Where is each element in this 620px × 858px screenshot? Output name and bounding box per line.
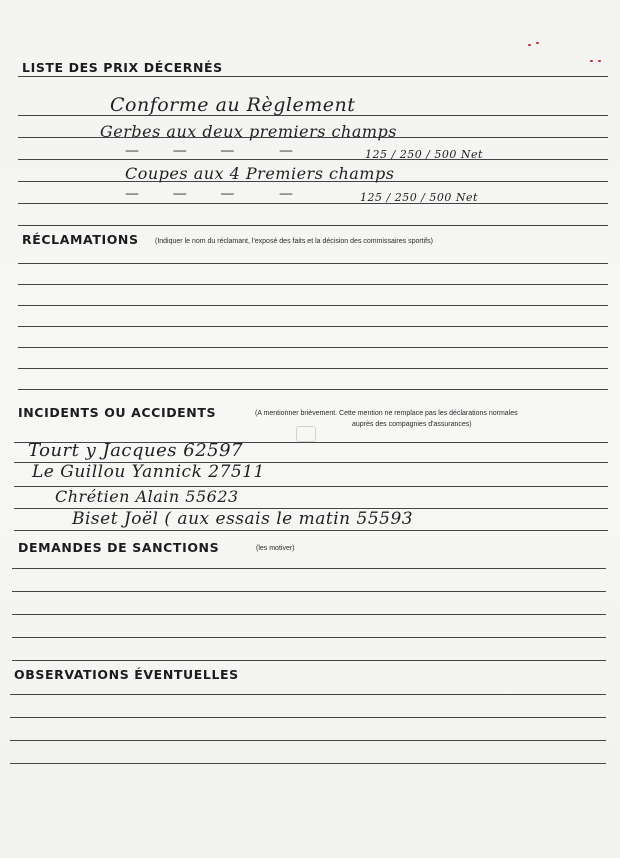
rule	[12, 591, 606, 592]
scan-speck	[528, 44, 531, 46]
rule	[18, 76, 608, 77]
handwritten-prize-line: Conforme au Règlement	[110, 94, 356, 116]
rule	[18, 263, 608, 264]
ditto-marks: — — — —	[125, 186, 295, 202]
handwritten-prize-amounts: 125 / 250 / 500 Net	[365, 148, 483, 161]
rule	[18, 159, 608, 160]
handwritten-incident-line: Le Guillou Yannick 27511	[32, 462, 265, 482]
faint-stamp	[296, 426, 316, 442]
incidents-note-line2: auprès des compagnies d'assurances)	[352, 421, 472, 428]
rule	[12, 568, 606, 569]
rule	[12, 660, 606, 661]
claims-heading: RÉCLAMATIONS	[22, 232, 139, 247]
rule	[18, 389, 608, 390]
handwritten-prize-line: Coupes aux 4 Premiers champs	[125, 164, 395, 183]
rule	[18, 347, 608, 348]
prizes-heading: LISTE DES PRIX DÉCERNÉS	[22, 60, 223, 75]
rule	[18, 284, 608, 285]
handwritten-incident-line: Chrétien Alain 55623	[55, 487, 239, 506]
incidents-heading: INCIDENTS OU ACCIDENTS	[18, 405, 217, 420]
rule	[14, 530, 608, 531]
handwritten-incident-line: Biset Joël ( aux essais le matin 55593	[72, 509, 414, 529]
rule	[18, 326, 608, 327]
sanctions-heading: DEMANDES DE SANCTIONS	[18, 540, 220, 555]
handwritten-prize-line: Gerbes aux deux premiers champs	[100, 122, 397, 141]
rule	[12, 637, 606, 638]
rule	[12, 614, 606, 615]
claims-note: (Indiquer le nom du réclamant, l'exposé des faits et la décision des commissaires sportifs)	[155, 238, 433, 245]
rule	[18, 305, 608, 306]
rule	[18, 203, 608, 204]
incidents-note-line1: (A mentionner brièvement. Cette mention ne remplace pas les déclarations normales	[255, 410, 518, 417]
rule	[18, 225, 608, 226]
rule	[10, 763, 606, 764]
sanctions-note: (les motiver)	[256, 545, 295, 552]
observations-heading: OBSERVATIONS ÉVENTUELLES	[14, 667, 239, 682]
scan-speck	[590, 60, 593, 62]
rule	[10, 740, 606, 741]
scan-speck	[536, 42, 539, 44]
rule	[18, 368, 608, 369]
rule	[10, 694, 606, 695]
scan-speck	[598, 60, 601, 62]
handwritten-incident-line: Tourt y Jacques 62597	[28, 440, 244, 461]
handwritten-prize-amounts: 125 / 250 / 500 Net	[360, 191, 478, 204]
rule	[10, 717, 606, 718]
ditto-marks: — — — —	[125, 143, 295, 159]
